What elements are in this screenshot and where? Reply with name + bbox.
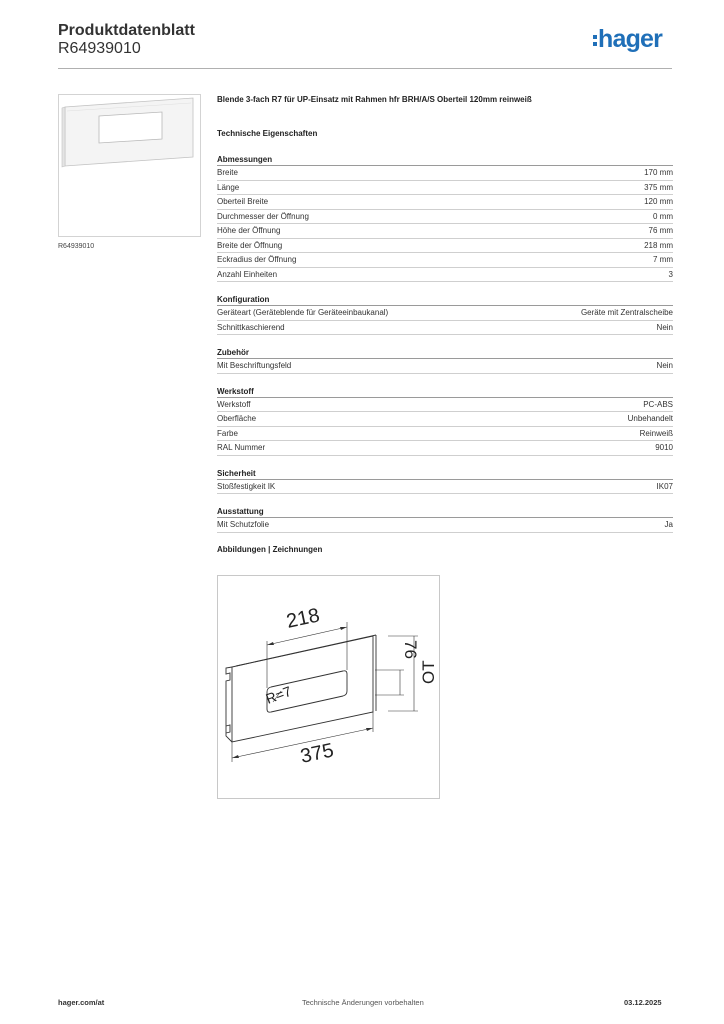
property-value: 76 mm xyxy=(648,226,673,235)
property-value: Geräte mit Zentralscheibe xyxy=(580,308,673,317)
section-title: Sicherheit xyxy=(217,468,673,480)
section-title: Werkstoff xyxy=(217,386,673,398)
dim-radius-label: R=7 xyxy=(263,682,294,707)
product-description: Blende 3-fach R7 für UP-Einsatz mit Rahmen hfr BRH/A/S Oberteil 120mm reinweiß xyxy=(217,95,532,104)
property-value: 120 mm xyxy=(644,197,673,206)
property-row xyxy=(217,441,673,456)
property-value: Reinweiß xyxy=(639,428,673,438)
section-title: Zubehör xyxy=(217,347,673,359)
property-value: 0 mm xyxy=(653,211,673,221)
product-image xyxy=(58,94,201,237)
property-row xyxy=(217,412,673,427)
logo-colon-icon xyxy=(593,35,597,46)
property-value: IK07 xyxy=(656,481,673,491)
hager-logo xyxy=(593,27,662,52)
property-value: 218 mm xyxy=(644,240,673,250)
property-row xyxy=(217,253,673,268)
dim-length-label: 375 xyxy=(298,739,336,768)
dim-width-label: 218 xyxy=(284,604,322,633)
product-image-drawing xyxy=(59,95,200,236)
property-value: 9010 xyxy=(655,443,673,452)
main-content xyxy=(217,95,673,554)
property-value: Nein xyxy=(656,322,673,332)
property-value: 7 mm xyxy=(653,255,673,264)
property-label: Breite xyxy=(217,168,238,177)
property-label: Breite der Öffnung xyxy=(217,240,283,250)
property-row xyxy=(217,427,673,442)
property-label: Durchmesser der Öffnung xyxy=(217,211,309,221)
property-row xyxy=(217,398,673,413)
properties-sections xyxy=(217,154,673,533)
product-image-caption: R64939010 xyxy=(58,243,95,250)
header-divider xyxy=(58,68,672,69)
page-title: Produktdatenblatt xyxy=(58,22,195,39)
property-row xyxy=(217,268,673,283)
section-title: Ausstattung xyxy=(217,506,673,518)
property-value: Nein xyxy=(656,361,673,370)
property-row xyxy=(217,321,673,336)
property-value: Ja xyxy=(664,520,673,529)
technical-drawing-svg xyxy=(218,576,439,798)
footer-note: Technische Änderungen vorbehalten xyxy=(302,998,424,1007)
property-value: 170 mm xyxy=(644,168,673,177)
property-label: Mit Beschriftungsfeld xyxy=(217,361,292,370)
property-row xyxy=(217,359,673,374)
property-label: Höhe der Öffnung xyxy=(217,226,281,235)
section-sicherheit xyxy=(217,468,673,495)
property-label: Eckradius der Öffnung xyxy=(217,255,297,264)
property-value: PC-ABS xyxy=(643,399,673,409)
property-value: Unbehandelt xyxy=(627,414,673,423)
section-title: Abmessungen xyxy=(217,154,673,166)
footer-date: 03.12.2025 xyxy=(624,998,662,1007)
section-title: Konfiguration xyxy=(217,294,673,306)
property-row xyxy=(217,181,673,196)
property-label: Schnittkaschierend xyxy=(217,322,285,332)
property-label: Geräteart (Geräteblende für Geräteeinbaukanal) xyxy=(217,308,389,317)
section-ausstattung xyxy=(217,506,673,533)
property-row xyxy=(217,239,673,254)
property-row xyxy=(217,518,673,533)
property-value: 3 xyxy=(668,269,673,279)
property-row xyxy=(217,480,673,495)
property-label: Anzahl Einheiten xyxy=(217,269,278,279)
section-werkstoff xyxy=(217,386,673,456)
technical-drawing xyxy=(217,575,440,799)
section-zubeh-r xyxy=(217,347,673,374)
property-label: Oberteil Breite xyxy=(217,197,269,206)
property-row xyxy=(217,224,673,239)
product-code: R64939010 xyxy=(58,40,141,57)
section-konfiguration xyxy=(217,294,673,335)
images-title: Abbildungen | Zeichnungen xyxy=(217,544,323,554)
property-label: Mit Schutzfolie xyxy=(217,520,270,529)
property-value: 375 mm xyxy=(644,182,673,192)
property-label: Farbe xyxy=(217,428,238,438)
logo-text: hager xyxy=(598,25,663,53)
property-label: Oberfläche xyxy=(217,414,257,423)
tech-properties-title: Technische Eigenschaften xyxy=(217,129,318,138)
section-abmessungen xyxy=(217,154,673,282)
property-label: RAL Nummer xyxy=(217,443,266,452)
property-row xyxy=(217,166,673,181)
property-row xyxy=(217,210,673,225)
property-label: Werkstoff xyxy=(217,399,251,409)
dim-top-label: OT xyxy=(419,660,438,684)
property-row xyxy=(217,195,673,210)
property-label: Länge xyxy=(217,182,240,192)
footer-website: hager.com/at xyxy=(58,998,105,1007)
dim-height-label: 76 xyxy=(401,640,420,659)
property-row xyxy=(217,306,673,321)
property-label: Stoßfestigkeit IK xyxy=(217,481,276,491)
